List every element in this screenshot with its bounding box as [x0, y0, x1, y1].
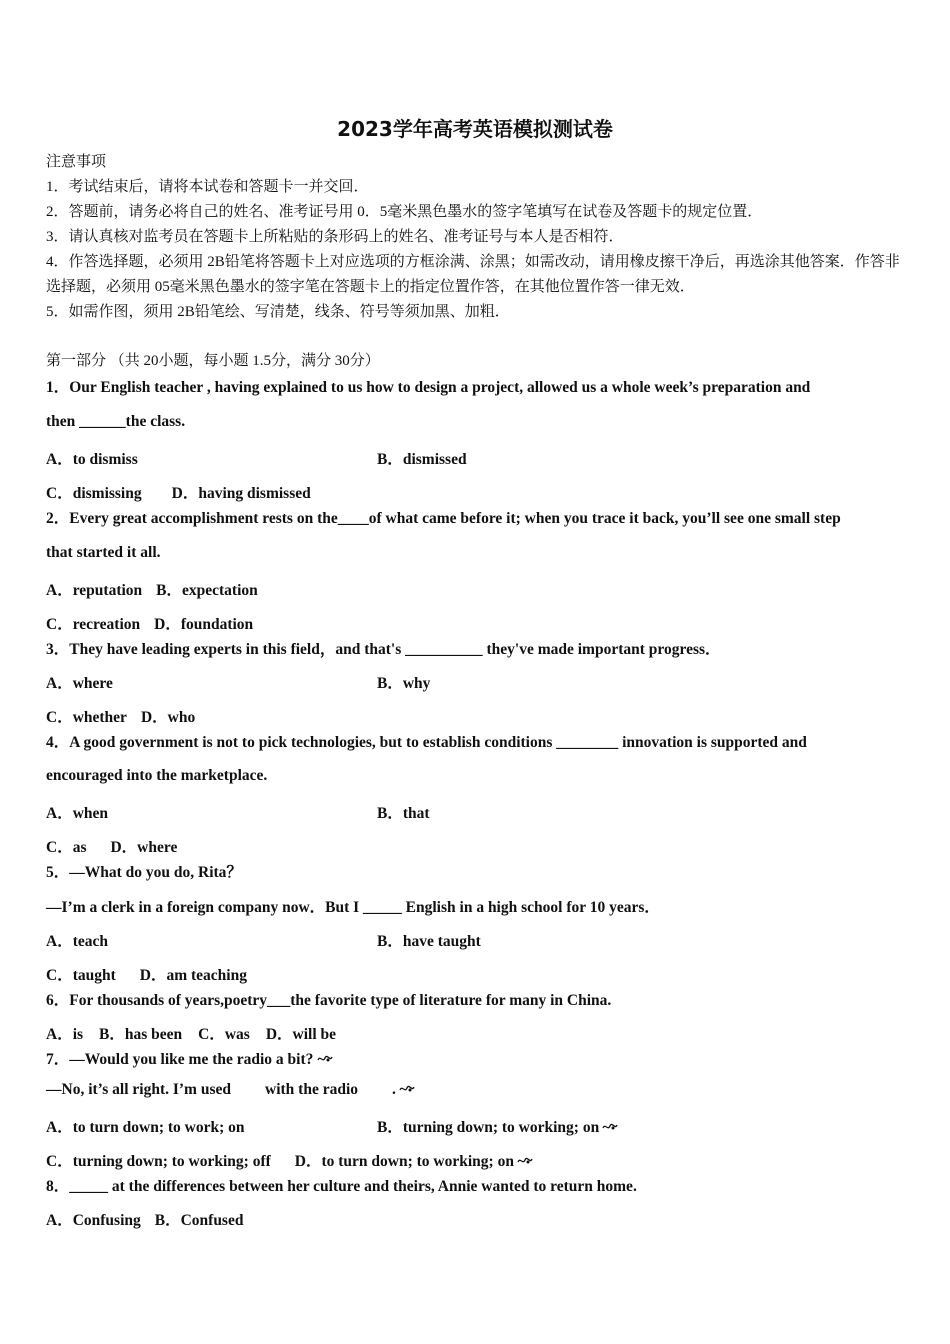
question-2-stem: 2．Every great accomplishment rests on the____of what came before it; when you trace it back, you’ll see one small step [46, 510, 841, 527]
q7-option-d[interactable]: D．to turn down; to working; on [294, 1153, 514, 1170]
q2-option-a[interactable]: A．reputation [46, 582, 143, 599]
q4-option-c[interactable]: C．as [46, 839, 87, 856]
q2-option-b[interactable]: B．expectation [156, 582, 258, 599]
scribble-mark-icon [514, 1154, 533, 1169]
q7-option-c[interactable]: C．turning down; to working; off [46, 1153, 271, 1170]
q6-option-b[interactable]: B．has been [99, 1026, 183, 1043]
q2-option-c[interactable]: C．recreation [46, 616, 141, 633]
q7-option-a[interactable]: A．to turn down; to work; on [46, 1119, 245, 1136]
question-4-stem: 4．A good government is not to pick technologies, but to establish conditions ________ innovation is supported and [46, 734, 807, 751]
q1-option-a[interactable]: A．to dismiss [46, 451, 138, 468]
question-7-stem-cont [46, 1081, 415, 1099]
q1-option-b[interactable]: B．dismissed [377, 451, 467, 468]
q5-option-c[interactable]: C．taught [46, 967, 116, 984]
q4-option-d[interactable]: D．where [110, 839, 178, 856]
q7-line2-part1: —No, it’s all right. I’m used [46, 1081, 231, 1098]
question-5-stem: 5．—What do you do, Rita？ [46, 864, 242, 881]
q8-option-b[interactable]: B．Confused [154, 1212, 244, 1229]
q3-option-c[interactable]: C．whether [46, 709, 127, 726]
q6-option-c[interactable]: C．was [198, 1026, 250, 1043]
question-1-stem: 1．Our English teacher , having explained to us how to design a project, allowed us a whole week’s preparation and [46, 379, 811, 396]
q4-option-b[interactable]: B．that [377, 805, 430, 822]
q3-option-d[interactable]: D．who [140, 709, 196, 726]
q5-option-d[interactable]: D．am teaching [139, 967, 247, 984]
q6-option-a[interactable]: A．is [46, 1026, 84, 1043]
q1-options-cd [46, 481, 311, 503]
notice-item-5: 5．如需作图，须用 2B铅笔绘、写清楚，线条、符号等须加黑、加粗． [46, 304, 510, 320]
question-7-text: 7．—Would you like me the radio a bit? [46, 1051, 314, 1068]
notice-block [46, 150, 906, 325]
q7-option-b-row [377, 1115, 618, 1137]
question-3-stem: 3．They have leading experts in this field，and that's __________ they've made important progress． [46, 641, 721, 658]
section-heading: 第一部分 （共 20小题，每小题 1.5分，满分 30分） [46, 353, 380, 369]
question-8-stem: 8．_____ at the differences between her culture and theirs, Annie wanted to return home. [46, 1178, 637, 1195]
q2-option-d[interactable]: D．foundation [154, 616, 254, 633]
q5-options-cd [46, 963, 247, 985]
notice-item-3: 3．请认真核对监考员在答题卡上所粘贴的条形码上的姓名、准考证号与本人是否相符． [46, 229, 624, 245]
q7-option-b[interactable]: B．turning down; to working; on [377, 1119, 600, 1136]
question-4-stem-cont: encouraged into the marketplace. [46, 767, 268, 784]
scribble-mark-icon [396, 1082, 415, 1097]
q3-option-b[interactable]: B．why [377, 675, 431, 692]
question-7-stem [46, 1047, 333, 1069]
q6-option-d[interactable]: D．will be [265, 1026, 337, 1043]
page-title: 2023学年高考英语模拟测试卷 [337, 117, 613, 141]
question-6-stem: 6．For thousands of years,poetry___the favorite type of literature for many in China. [46, 992, 612, 1009]
question-1-stem-cont: then ______the class. [46, 413, 186, 430]
q7-line2-period: . [392, 1081, 396, 1098]
q2-options-ab [46, 578, 258, 600]
q5-option-a[interactable]: A．teach [46, 933, 108, 950]
q3-option-a[interactable]: A．where [46, 675, 113, 692]
notice-item-2: 2．答题前，请务必将自己的姓名、准考证号用 0．5毫米黑色墨水的签字笔填写在试卷及答题卡的规定位置． [46, 204, 763, 220]
q1-option-c[interactable]: C．dismissing [46, 485, 142, 502]
notice-item-1: 1．考试结束后，请将本试卷和答题卡一并交回． [46, 179, 369, 195]
question-2-stem-cont: that started it all. [46, 544, 161, 561]
q5-option-b[interactable]: B．have taught [377, 933, 481, 950]
q3-options-cd [46, 705, 195, 727]
notice-heading: 注意事项 [46, 154, 107, 170]
q7-line2-part2: with the radio [265, 1081, 358, 1098]
q7-options-cd [46, 1149, 533, 1171]
scribble-mark-icon [313, 1052, 332, 1067]
q8-options-ab [46, 1208, 243, 1230]
question-5-stem-cont: —I’m a clerk in a foreign company now．But I _____ English in a high school for 10 years． [46, 899, 660, 916]
q8-option-a[interactable]: A．Confusing [46, 1212, 141, 1229]
q6-options [46, 1022, 336, 1044]
q1-option-d[interactable]: D．having dismissed [171, 485, 311, 502]
notice-item-4: 4．作答选择题，必须用 2B铅笔将答题卡上对应选项的方框涂满、涂黑；如需改动，请用橡皮擦干净后，再选涂其他答案．作答非选择题，必须用 05毫米黑色墨水的签字笔在答题卡上的指定位置作答，在其他位置作答一律无效． [46, 254, 900, 295]
q4-options-cd [46, 835, 177, 857]
scribble-mark-icon [599, 1120, 618, 1135]
q4-option-a[interactable]: A．when [46, 805, 109, 822]
q2-options-cd [46, 612, 253, 634]
